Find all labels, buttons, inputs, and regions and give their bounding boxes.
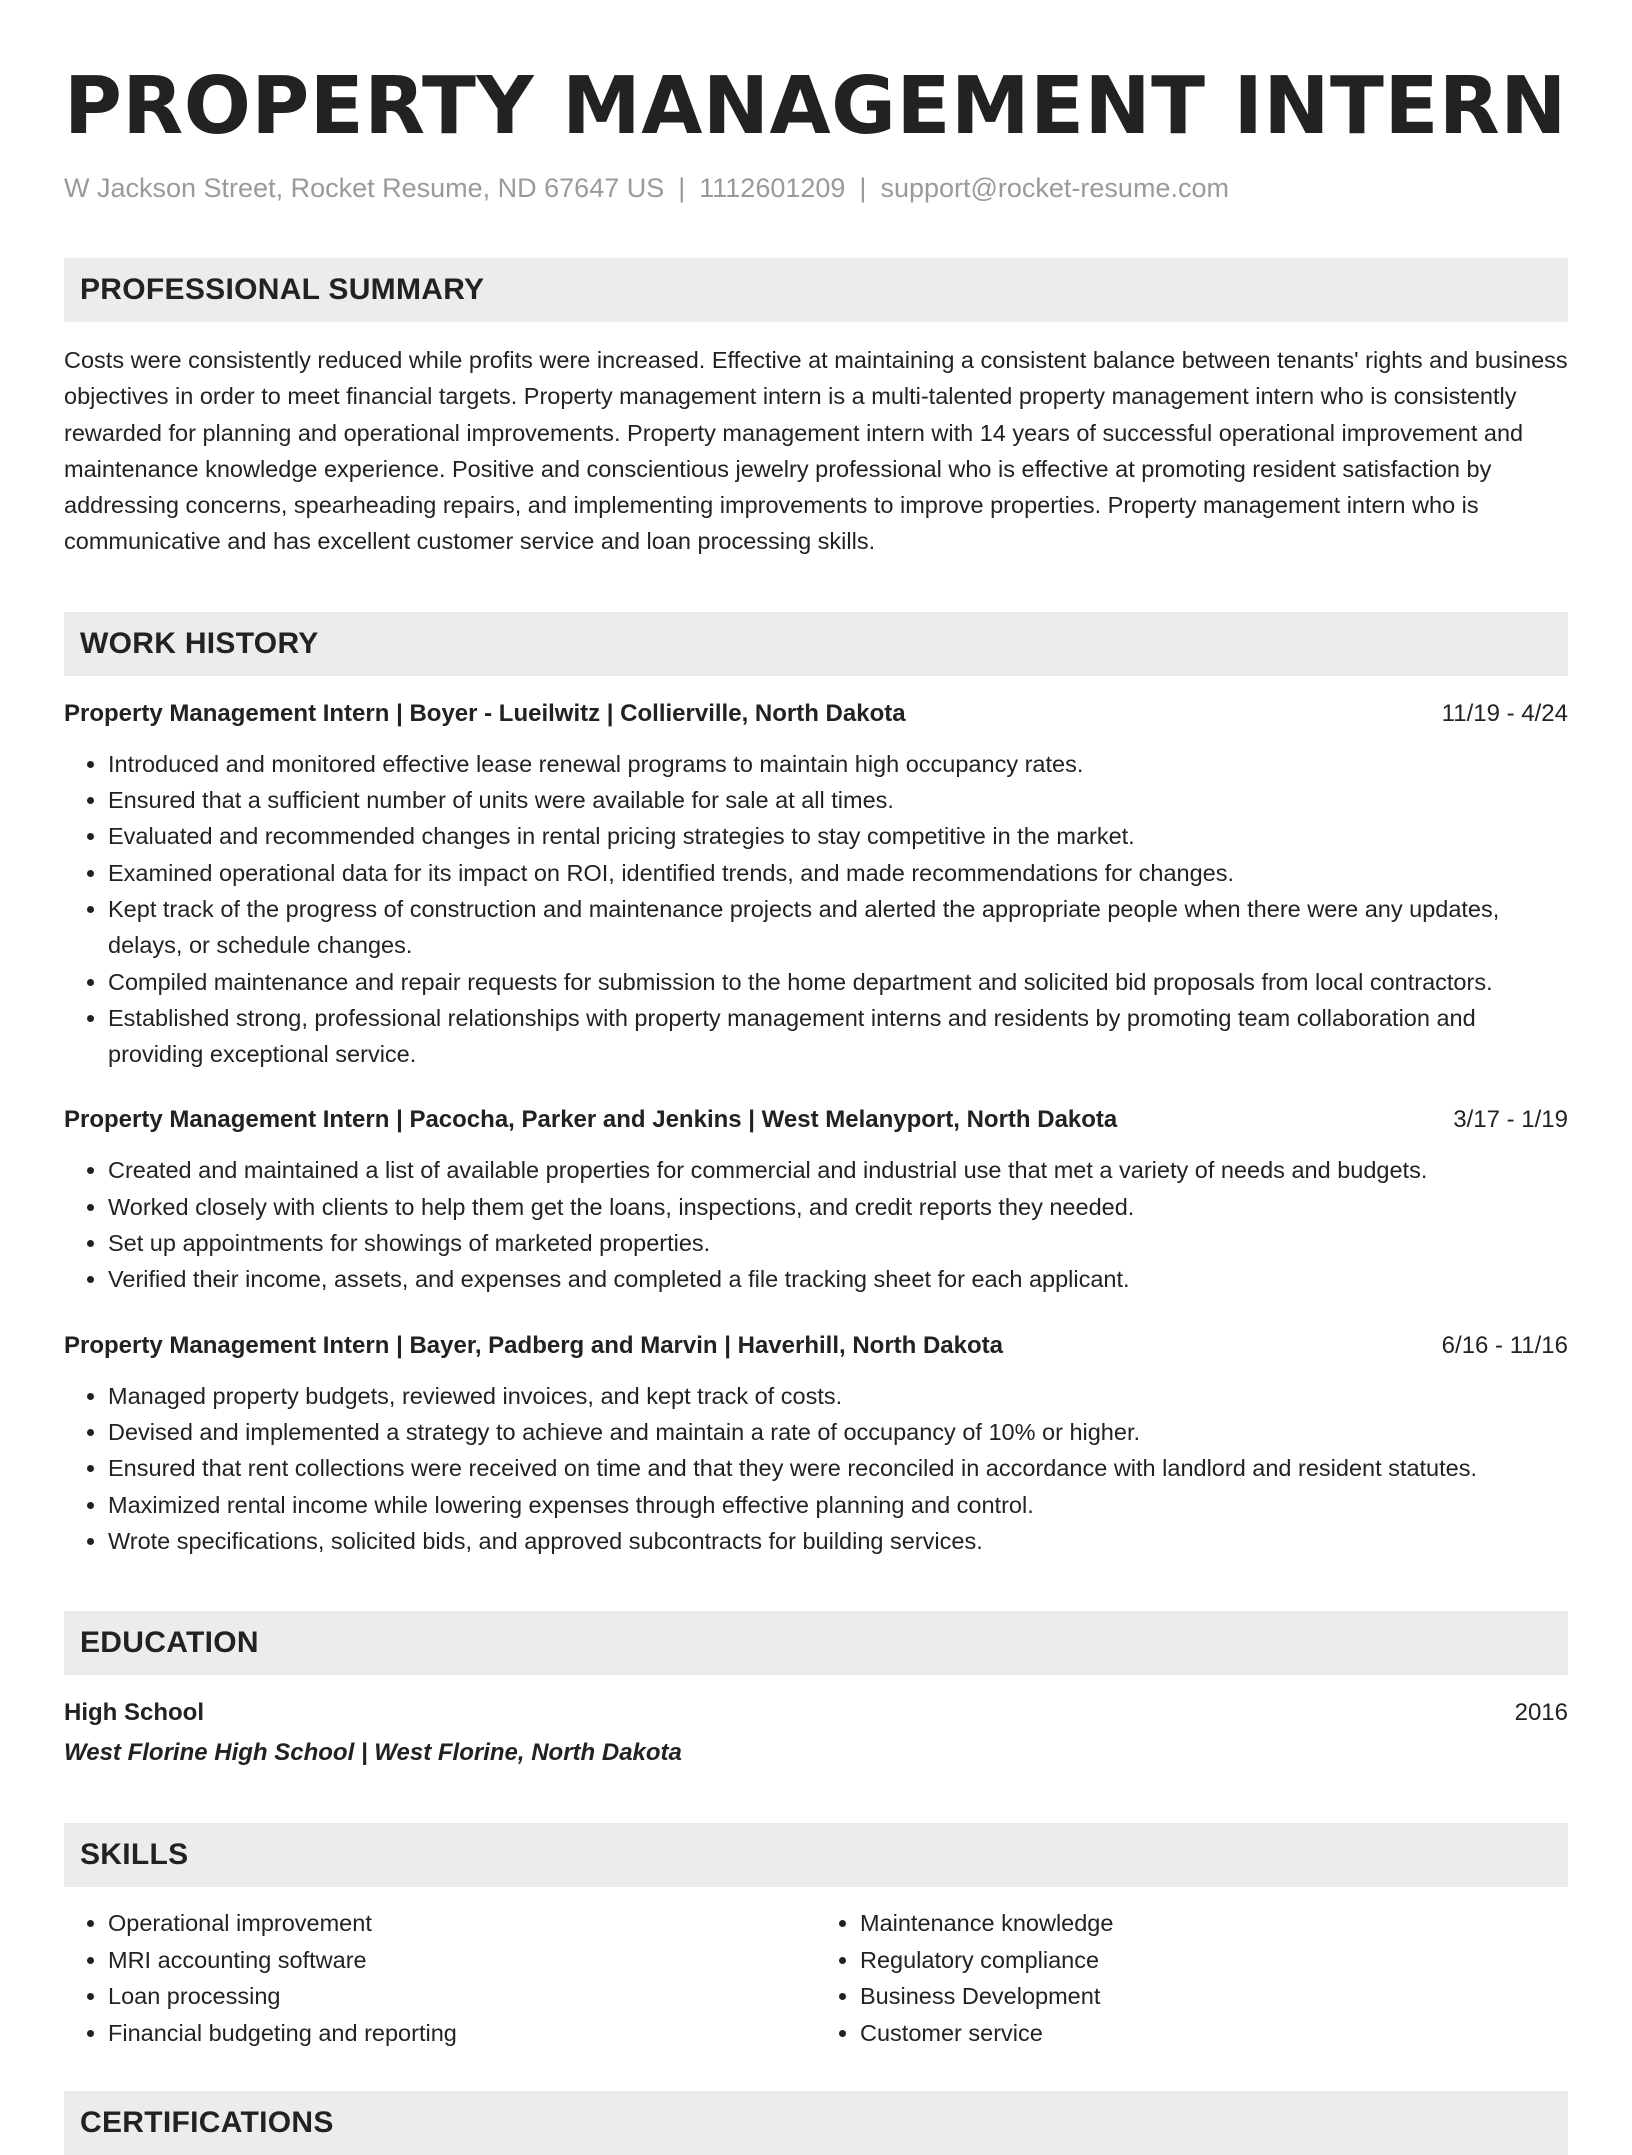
section-title: WORK HISTORY — [80, 626, 319, 660]
skill-item: • Maintenance knowledge — [860, 1905, 1568, 1942]
job-bullet: • Examined operational data for its impact on ROI, identified trends, and made recommendations for changes. — [108, 855, 1568, 891]
job-title: Property Management Intern | Bayer, Padberg and Marvin | Haverhill, North Dakota — [64, 1331, 1003, 1359]
job-entry — [64, 1328, 1568, 1559]
section-title: CERTIFICATIONS — [80, 2106, 334, 2140]
job-bullet: • Kept track of the progress of construction and maintenance projects and alerted the appropriate people when there were any updates, delays, or schedule changes. — [108, 891, 1568, 964]
job-bullet: • Wrote specifications, solicited bids, and approved subcontracts for building services. — [108, 1523, 1568, 1559]
job-bullets — [64, 1378, 1568, 1559]
contact-email: support@rocket-resume.com — [880, 173, 1229, 203]
job-entry — [64, 696, 1568, 1073]
job-bullet: • Ensured that rent collections were received on time and that they were reconciled in accordance with landlord and resident statutes. — [108, 1450, 1568, 1486]
professional-summary-text: Costs were consistently reduced while profits were increased. Effective at maintaining a consistent balance between tenants' rights and business objectives in order to meet financial targets. Property management intern is a multi-talented property management intern who is consistently rewarded for planning and operational improvements. Property management intern with 14 years of successful operational improvement and maintenance knowledge experience. Positive and conscientious jewelry professional who is effective at promoting resident satisfaction by addressing concerns, spearheading repairs, and implementing improvements to improve properties. Property management intern who is communicative and has excellent customer service and loan processing skills. — [64, 347, 1568, 555]
job-header — [64, 1102, 1568, 1138]
job-bullet: • Devised and implemented a strategy to achieve and maintain a rate of occupancy of 10% or higher. — [108, 1414, 1568, 1450]
job-bullet: • Evaluated and recommended changes in rental pricing strategies to stay competitive in the market. — [108, 818, 1568, 854]
job-bullet: • Established strong, professional relationships with property management interns and residents by promoting team collaboration and providing exceptional service. — [108, 1000, 1568, 1073]
education-header — [64, 1695, 1568, 1731]
skills-column-left — [64, 1905, 816, 2051]
contact-line — [64, 170, 1568, 206]
job-header — [64, 1328, 1568, 1364]
education-entry — [64, 1695, 1568, 1771]
skill-item: • Regulatory compliance — [860, 1942, 1568, 1979]
job-bullet: • Worked closely with clients to help them get the loans, inspections, and credit reports they needed. — [108, 1189, 1568, 1225]
skill-item: • MRI accounting software — [108, 1942, 816, 1979]
job-title: Property Management Intern | Pacocha, Parker and Jenkins | West Melanyport, North Dakota — [64, 1106, 1118, 1134]
contact-separator: | — [678, 173, 686, 203]
job-title: Property Management Intern | Boyer - Lueilwitz | Collierville, North Dakota — [64, 699, 906, 727]
summary-section-header — [64, 258, 1568, 322]
certifications-section-header — [64, 2091, 1568, 2155]
job-dates: 3/17 - 1/19 — [1453, 1106, 1568, 1134]
skills-section-header — [64, 1823, 1568, 1887]
job-bullet: • Verified their income, assets, and expenses and completed a file tracking sheet for each applicant. — [108, 1261, 1568, 1297]
job-bullet: • Maximized rental income while lowering expenses through effective planning and control. — [108, 1487, 1568, 1523]
skill-item: • Business Development — [860, 1978, 1568, 2015]
job-bullet: • Managed property budgets, reviewed invoices, and kept track of costs. — [108, 1378, 1568, 1414]
job-bullet: • Ensured that a sufficient number of units were available for sale at all times. — [108, 782, 1568, 818]
job-entry — [64, 1102, 1568, 1297]
job-bullet: • Compiled maintenance and repair requests for submission to the home department and solicited bid proposals from local contractors. — [108, 964, 1568, 1000]
skills-list — [64, 1905, 1568, 2051]
contact-address: W Jackson Street, Rocket Resume, ND 67647 US — [64, 173, 665, 203]
skill-item: • Customer service — [860, 2015, 1568, 2052]
education-degree: High School — [64, 1699, 204, 1727]
education-year: 2016 — [1514, 1699, 1568, 1727]
job-dates: 11/19 - 4/24 — [1441, 699, 1568, 727]
skill-item: • Operational improvement — [108, 1905, 816, 1942]
section-title: EDUCATION — [80, 1626, 259, 1660]
skill-item: • Financial budgeting and reporting — [108, 2015, 816, 2052]
job-dates: 6/16 - 11/16 — [1441, 1331, 1568, 1359]
job-bullet: • Introduced and monitored effective lease renewal programs to maintain high occupancy rates. — [108, 746, 1568, 782]
job-bullets — [64, 746, 1568, 1073]
skill-item: • Loan processing — [108, 1978, 816, 2015]
section-title: SKILLS — [80, 1838, 189, 1872]
job-bullet: • Created and maintained a list of available properties for commercial and industrial use that met a variety of needs and budgets. — [108, 1152, 1568, 1188]
work-history-section-header — [64, 612, 1568, 676]
candidate-name: PROPERTY MANAGEMENT INTERN — [64, 60, 1567, 152]
contact-phone: 1112601209 — [699, 173, 846, 203]
education-school: West Florine High School | West Florine, North Dakota — [64, 1739, 682, 1767]
contact-separator: | — [859, 173, 867, 203]
education-section-header — [64, 1611, 1568, 1675]
job-bullet: • Set up appointments for showings of marketed properties. — [108, 1225, 1568, 1261]
job-header — [64, 696, 1568, 732]
job-bullets — [64, 1152, 1568, 1297]
skills-column-right — [816, 1905, 1568, 2051]
section-title: PROFESSIONAL SUMMARY — [80, 273, 485, 306]
